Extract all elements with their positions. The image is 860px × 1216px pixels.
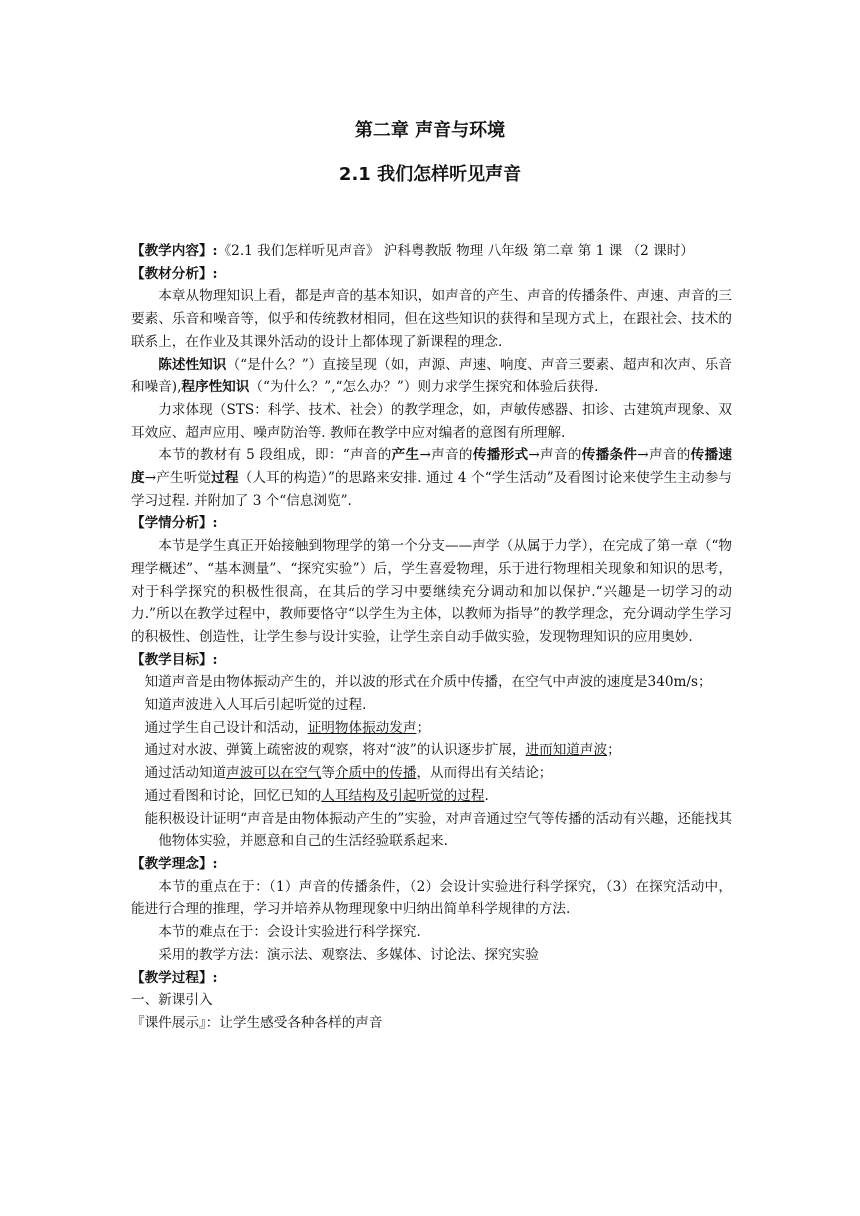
- teaching-philosophy-label: 【教学理念】:: [131, 855, 218, 872]
- textbook-paragraph-3: 力求体现（STS：科学、技术、社会）的教学理念，如，声敏传感器、扣诊、古建筑声现象、双耳效应、超声应用、噪声防治等. 教师在教学中应对编者的意图有所理解.: [131, 401, 732, 441]
- procedural-knowledge-term: 程序性知识: [181, 379, 250, 396]
- p4-text: →声音的: [528, 447, 582, 464]
- teaching-content-label: 【教学内容】:: [131, 243, 218, 259]
- philosophy-difficulty: 本节的难点在于：会设计实验进行科学探究.: [158, 924, 421, 941]
- p4-text: →声音的: [419, 447, 473, 464]
- section-title: 2.1 我们怎样听见声音: [338, 164, 522, 185]
- goal-item: 知道声音是由物体振动产生的，并以波的形式在介质中传播，在空气中声波的速度是340m/s；: [144, 674, 712, 691]
- goal-text: 等: [321, 765, 335, 782]
- p4-term: 传播形式: [472, 447, 529, 464]
- goal-text: 通过学生自己设计和活动，: [144, 719, 308, 736]
- textbook-p2-text-1: （“是什么？”）直接呈现（如，声源、声速、响度、声音三要素、超声和次声、乐音和噪音),: [131, 356, 732, 396]
- process-courseware: 『课件展示』：让学生感受各种各样的声音: [131, 1014, 383, 1031]
- p4-term: 传播条件: [581, 447, 638, 464]
- philosophy-key-points: 本节的重点在于：（1）声音的传播条件，（2）会设计实验进行科学探究，（3）在探究活动中，能进行合理的推理，学习并培养从物理现象中归纳出简单科学规律的方法.: [131, 878, 732, 918]
- goal-underlined: 介质中的传播: [334, 765, 417, 782]
- declarative-knowledge-term: 陈述性知识: [158, 356, 227, 373]
- goal-underlined: 证明物体振动发声: [307, 719, 417, 736]
- learner-paragraph: 本节是学生真正开始接触到物理学的第一个分支——声学（从属于力学），在完成了第一章（“物理学概述”、“基本测量”、“探究实验”）后，学生喜爱物理，乐于进行物理相关现象和知识的思考，对于科学探究的积极性很高，在其后的学习中要继续充分调动和加以保护.“兴趣是一切学习的动力.”所以在教学过程中，教师要恪守“以学生为主体，以教师为指导”的教学理念，充分调动学生学习的积极性、创造性，让学生参与设计实验，让学生亲自动手做实验，发现物理知识的应用奥妙.: [131, 538, 732, 645]
- p4-text: 本节的教材有 5 段组成，即：“声音的: [158, 447, 392, 464]
- goal-text: 通过看图和讨论，回忆已知的: [144, 787, 322, 804]
- goal-text: ；: [416, 719, 431, 736]
- p4-text: （人耳的构造）”的思路来安排. 通过 4 个“学生活动”及看图讨论来使学生主动参与学习过程. 并附加了 3 个“信息浏览”.: [131, 470, 733, 509]
- goal-item: [131, 717, 732, 740]
- goal-text: 通过活动知道: [144, 765, 227, 782]
- philosophy-methods: 采用的教学方法：演示法、观察法、多媒体、讨论法、探究实验: [158, 946, 539, 963]
- p4-term: 传播速度: [131, 447, 733, 487]
- textbook-p2-text-2: （“为什么？”,“怎么办？”）则力求学生探究和体验后获得.: [249, 379, 599, 396]
- goal-underlined: 进而知道声波: [525, 742, 608, 759]
- goal-text: ，从而得出有关结论；: [416, 765, 553, 782]
- document-body: [131, 240, 732, 1035]
- textbook-analysis-label: 【教材分析】:: [131, 265, 218, 282]
- teaching-content: [131, 240, 732, 263]
- goal-text: 通过对水波、弹簧上疏密波的观察，将对“波”的认识逐步扩展，: [144, 742, 526, 759]
- p4-term: 产生: [391, 447, 420, 464]
- teaching-content-text: 《2.1 我们怎样听见声音》 沪科粤教版 物理 八年级 第二章 第 1 课 （2 课时）: [217, 243, 694, 259]
- goal-item: 知道声波进入人耳后引起听觉的过程.: [144, 697, 367, 714]
- goal-item: [131, 785, 732, 808]
- textbook-paragraph-2: [131, 354, 732, 399]
- goal-text: ；: [607, 742, 621, 759]
- textbook-paragraph-4: [131, 444, 732, 512]
- p4-text: →产生听觉: [144, 470, 212, 487]
- p4-term: 过程: [211, 470, 239, 487]
- teaching-goals-label: 【教学目标】:: [131, 651, 218, 668]
- learner-analysis-label: 【学情分析】:: [131, 515, 218, 532]
- goal-underlined: 声波可以在空气: [226, 765, 322, 782]
- goal-item: [131, 739, 732, 762]
- textbook-paragraph-1: 本章从物理知识上看，都是声音的基本知识，如声音的产生、声音的传播条件、声速、声音的三要素、乐音和噪音等，似乎和传统教材相同，但在这些知识的获得和呈现方式上，在跟社会、技术的联系上，在作业及其课外活动的设计上都体现了新课程的理念.: [131, 288, 732, 350]
- goal-item: [131, 762, 732, 785]
- goal-underlined: 人耳结构及引起听觉的过程: [321, 787, 485, 804]
- goal-item: 能积极设计证明“声音是由物体振动产生的”实验，对声音通过空气等传播的活动有兴趣，还能找其他物体实验，并愿意和自己的生活经验联系起来.: [144, 810, 732, 850]
- p4-text: →声音的: [637, 447, 691, 464]
- process-step-intro: 一、新课引入: [131, 992, 213, 1009]
- teaching-process-label: 【教学过程】:: [131, 969, 218, 986]
- chapter-title: 第二章 声音与环境: [354, 120, 506, 141]
- goal-text: .: [484, 787, 489, 804]
